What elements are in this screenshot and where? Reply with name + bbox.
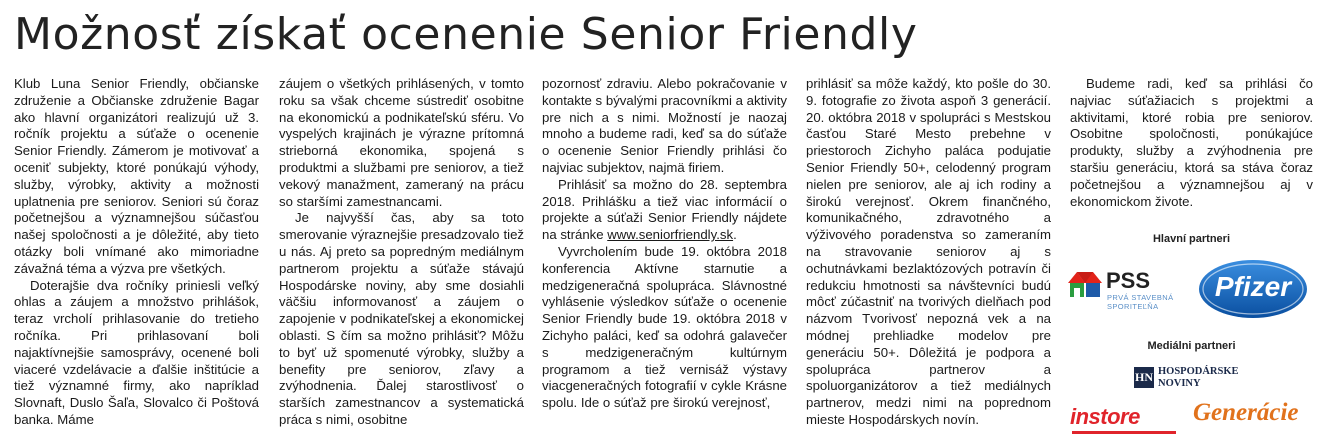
article-column-5 (1070, 76, 1313, 210)
instore-logo (1070, 404, 1180, 436)
hospodarske-noviny-logo (1134, 365, 1264, 391)
col3-paragraph-2 (542, 177, 787, 244)
pss-subtitle-2: SPORITEĽŇA (1107, 302, 1159, 311)
pss-name: PSS (1106, 268, 1151, 293)
article-column-2 (279, 76, 524, 429)
pfizer-wordmark: Pfizer (1214, 271, 1292, 302)
instore-underline (1072, 431, 1176, 434)
col3-paragraph-2-end: . (733, 227, 737, 243)
instore-wordmark: instore (1070, 404, 1140, 429)
col1-paragraph-2: Doterajšie dva ročníky priniesli veľký ohlas a záujem a množstvo prihlášok, teraz vrcholí prihlasovanie do tretieho ročníka. Pri prihlasovaní boli najaktívnejšie samosprávy, ocenené boli viaceré vzdelávacie a ďalšie inštitúcie a tiež významné firmy, ako napríklad Slovnaft, Duslo Šaľa, Slovalco či Poštová banka. Máme (14, 277, 259, 427)
col1-paragraph-1: Klub Luna Senior Friendly, občianske združenie a Občianske združenie Bagar ako hlavní organizátori realizujú už 3. ročník projektu a súťaže o ocenenie Senior Friendly. Zámerom je motivovať a oceniť subjekty, ktoré ponúkajú výhody, služby, výrobky, aktivity a možnosti uplatnenia pre seniorov. Seniori sú čoraz početnejšou a významnejšou súčasťou našej spoločnosti a je dôležité, aby tieto otázky boli vnímané ako mimoriadne závažná téma a výzva pre všetkých. (14, 76, 259, 276)
pss-logo (1068, 262, 1186, 310)
hn-line-2: NOVINY (1158, 378, 1201, 389)
article-headline: Možnosť získať ocenenie Senior Friendly (14, 9, 918, 60)
media-partners-title: Mediálni partneri (1147, 340, 1236, 352)
col4-paragraph-1: prihlásiť sa môže každý, kto pošle do 30. 9. fotografie zo života aspoň 3 generácií. 20. októbra 2018 v spolupráci s Mestskou časťou Staré Mesto prebehne v priestoroch Zichyho paláca podujatie Senior Friendly 50+, celodenný program nielen pre seniorov, ale aj ich rodiny a širokú verejnosť. Okrem finančného, komunikačného, zdravotného a výživového poradenstva so zameraním na stravovanie seniorov aj s ochutnávkami bezlaktózových potravín či redukciu hmotnosti sa návštevníci budú môcť zúčastniť na tvorivých dielňach pod názvom Tvorivosť nepozná vek a na módnej prehliadke modelov pre generáciu 50+. Dôležitá je podpora a spolupráca partnerov a spoluorganizátorov a tiež mediálnych partnerov, medzi nimi na poprednom mieste Hospodárskych novín. (806, 76, 1051, 427)
hn-badge: HN (1134, 367, 1154, 388)
col3-paragraph-3: Vyvrcholením bude 19. októbra 2018 konferencia Aktívne starnutie a medzigeneračná spolupráca. Slávnostné vyhlásenie výsledkov súťaže o ocenenie Senior Friendly bude 19. októbra 2018 v Zichyho paláci, keď sa odohrá galavečer s medzigeneračným kultúrnym programom a tiež vernisáž výstavy viacgeneračných fotografií v cykle Krásne spolu. Ide o súťaž pre širokú verejnosť, (542, 243, 787, 411)
col3-paragraph-2-text: Prihlásiť sa možno do 28. septembra 2018. Prihlášku a tiež viac informácií o projekte a súťaži Senior Friendly nájdete na stránke (542, 176, 787, 243)
col2-paragraph-1: záujem o všetkých prihlásených, v tomto roku sa však chceme sústrediť osobitne na ekonomickú a podnikateľskú sféru. Vo vyspelých krajinách je výrazne prítomná strieborná ekonomika, spojená s produktmi a službami pre seniorov, a tiež vekový manažment, zameraný na prácu so staršími zamestnancami. (279, 76, 524, 209)
article-column-4 (806, 76, 1051, 429)
seniorfriendly-link[interactable]: www.seniorfriendly.sk (607, 227, 734, 243)
col3-paragraph-1: pozornosť zdraviu. Alebo pokračovanie v kontakte s bývalými pracovníkmi a aktivity pre nich a s nimi. Možností je naozaj mnoho a budeme radi, keď sa do súťaže o ocenenie Senior Friendly prihlási čo najviac subjektov, najmä firiem. (542, 76, 787, 175)
pss-house-icon (1068, 266, 1102, 300)
hn-line-1: HOSPODÁRSKE (1158, 366, 1239, 377)
col5-paragraph-1: Budeme radi, keď sa prihlási čo najviac súťažiacich s projektmi a aktivitami, ktoré robia pre seniorov. Osobitne spoločnosti, ponúkajúce produkty, služby a zvýhodnenia pre staršiu generáciu, ktorá sa stáva čoraz početnejšou a významnejšou aj v ekonomickom živote. (1070, 76, 1313, 209)
pss-subtitle-1: PRVÁ STAVEBNÁ (1107, 293, 1174, 302)
col2-paragraph-2: Je najvyšší čas, aby sa toto smerovanie výraznejšie presadzovalo tiež u nás. Aj preto sa popredným mediálnym partnerom projektu a súťaže stávajú Hospodárske noviny, aby sme dosiahli väčšiu informovanosť a záujem o zapojenie v podnikateľskej a ekonomickej oblasti. S čím sa možno prihlásiť? Môžu to byť už spomenuté výrobky, služby a benefity pre seniorov, zľavy a zvýhodnenia. Ďalej starostlivosť o starších zamestnancov a systematická práca s nimi, osobitne (279, 210, 524, 427)
generacie-wordmark: Generácie (1193, 399, 1299, 426)
article-column-1 (14, 76, 259, 429)
article-column-3 (542, 76, 787, 412)
pfizer-logo (1197, 258, 1309, 320)
main-partners-title: Hlavní partneri (1152, 233, 1231, 245)
generacie-logo (1193, 399, 1313, 439)
